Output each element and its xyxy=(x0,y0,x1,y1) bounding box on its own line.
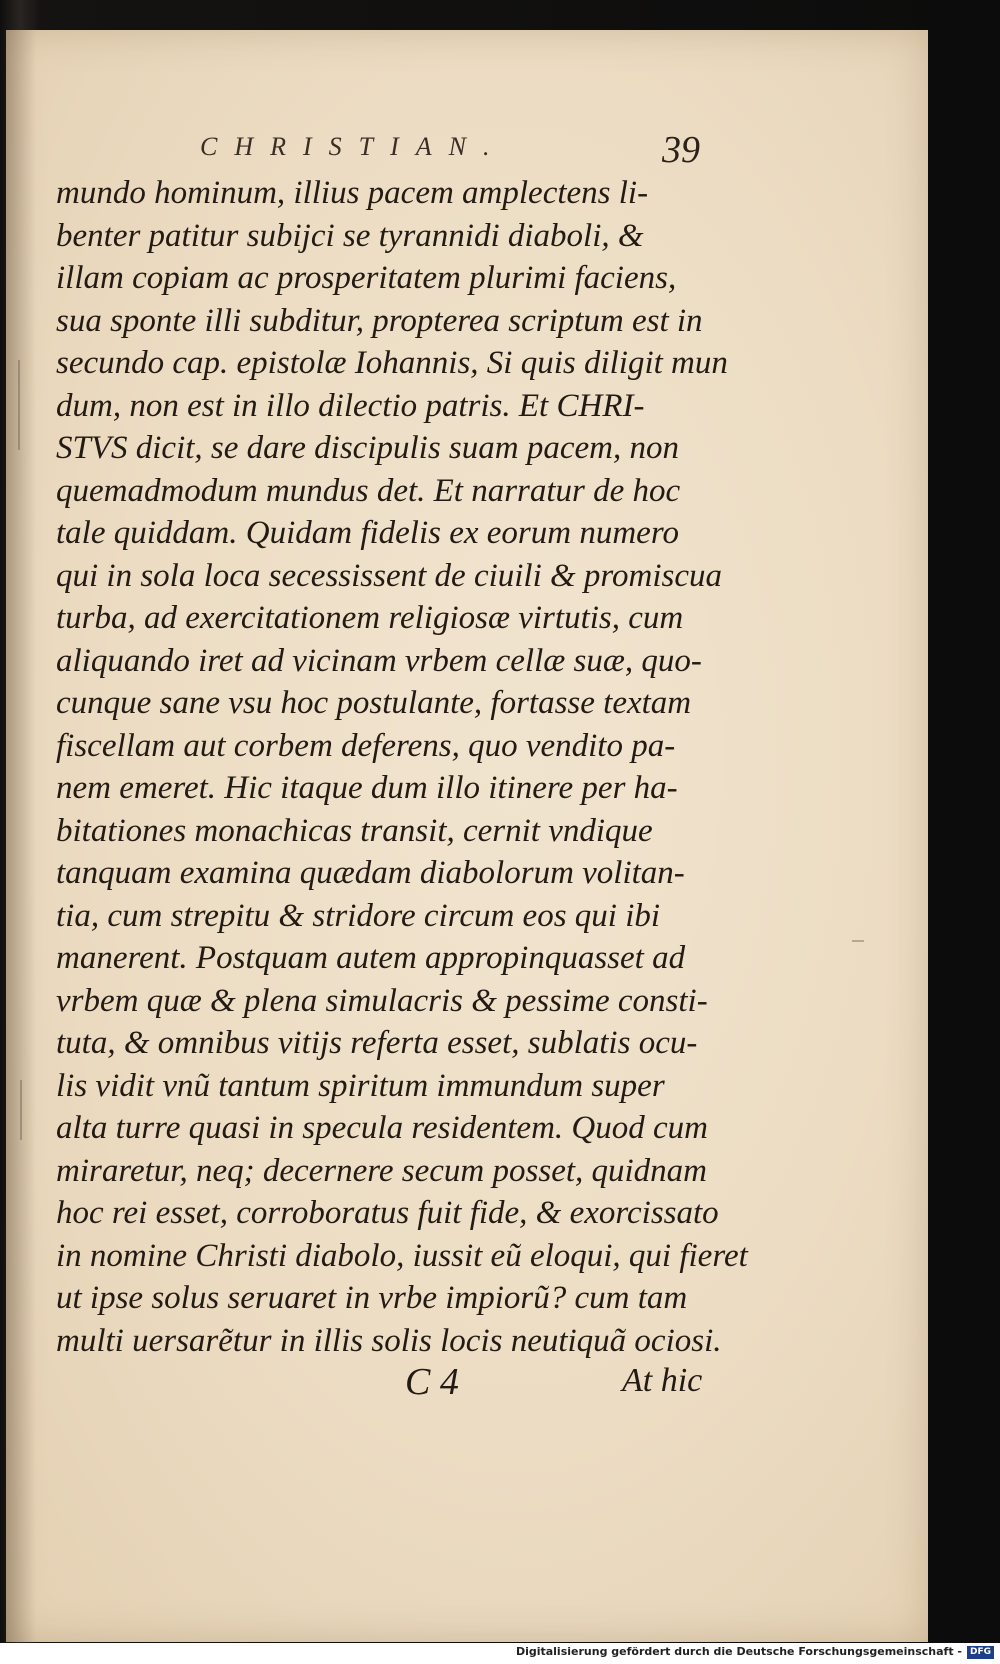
text-line: fiscellam aut corbem deferens, quo vendito pa- xyxy=(56,727,676,764)
gutter-shadow xyxy=(6,30,36,1642)
text-line: in nomine Christi diabolo, iussit eũ eloqui, qui fieret xyxy=(56,1237,748,1274)
text-line: tanquam examina quædam diabolorum volitan- xyxy=(56,855,685,891)
page-edge-mark xyxy=(20,1080,22,1140)
running-head: CHRISTIAN. xyxy=(200,132,507,161)
dfg-logo: DFG xyxy=(967,1646,994,1659)
page-number: 39 xyxy=(662,129,700,171)
margin-mark xyxy=(852,940,864,942)
text-line: quemadmodum mundus det. Et narratur de hoc xyxy=(56,472,681,509)
signature-mark: C 4 xyxy=(405,1361,459,1403)
text-line: dum, non est in illo dilectio patris. Et CHRI- xyxy=(56,387,645,424)
digitization-credit: Digitalisierung gefördert durch die Deutsche Forschungsgemeinschaft - xyxy=(515,1645,962,1658)
page-edge-mark xyxy=(18,360,20,450)
text-line: STVS dicit, se dare discipulis suam pacem, non xyxy=(56,430,679,466)
text-line: alta turre quasi in specula residentem. Quod cum xyxy=(56,1110,708,1146)
catchword: At hic xyxy=(622,1362,703,1399)
text-line: aliquando iret ad vicinam vrbem cellæ suæ, quo- xyxy=(56,642,702,679)
text-line: tale quiddam. Quidam fidelis ex eorum numero xyxy=(56,515,679,551)
text-line: vrbem quæ & plena simulacris & pessime consti- xyxy=(56,982,708,1019)
text-line: nem emeret. Hic itaque dum illo itinere per ha- xyxy=(56,770,678,806)
text-line: bitationes monachicas transit, cernit vndique xyxy=(56,812,653,849)
text-line: qui in sola loca secessissent de ciuili & promiscua xyxy=(56,557,723,594)
text-line: ut ipse solus seruaret in vrbe impiorũ? cum tam xyxy=(56,1280,688,1316)
text-line: mundo hominum, illius pacem amplectens li- xyxy=(56,175,649,211)
text-line: tia, cum strepitu & stridore circum eos qui ibi xyxy=(56,897,661,934)
text-line: cunque sane vsu hoc postulante, fortasse textam xyxy=(56,685,692,721)
text-line: multi uersarẽtur in illis solis locis neutiquã ociosi. xyxy=(56,1322,722,1359)
text-line: miraretur, neq; decernere secum posset, quidnam xyxy=(56,1152,708,1189)
text-line: sua sponte illi subditur, propterea scriptum est in xyxy=(56,302,703,339)
text-line: hoc rei esset, corroboratus fuit fide, & exorcissato xyxy=(56,1195,719,1231)
body-text xyxy=(56,172,748,1362)
text-line: lis vidit vnũ tantum spiritum immundum super xyxy=(56,1067,665,1104)
text-line: tuta, & omnibus vitijs referta esset, sublatis ocu- xyxy=(56,1025,698,1061)
text-line: illam copiam ac prosperitatem plurimi faciens, xyxy=(56,260,677,296)
text-line: turba, ad exercitationem religiosæ virtutis, cum xyxy=(56,600,684,636)
text-line: manerent. Postquam autem appropinquasset ad xyxy=(56,940,686,976)
text-line: benter patitur subijci se tyrannidi diaboli, & xyxy=(56,217,644,254)
text-line: secundo cap. epistolæ Iohannis, Si quis diligit mun xyxy=(56,345,728,381)
